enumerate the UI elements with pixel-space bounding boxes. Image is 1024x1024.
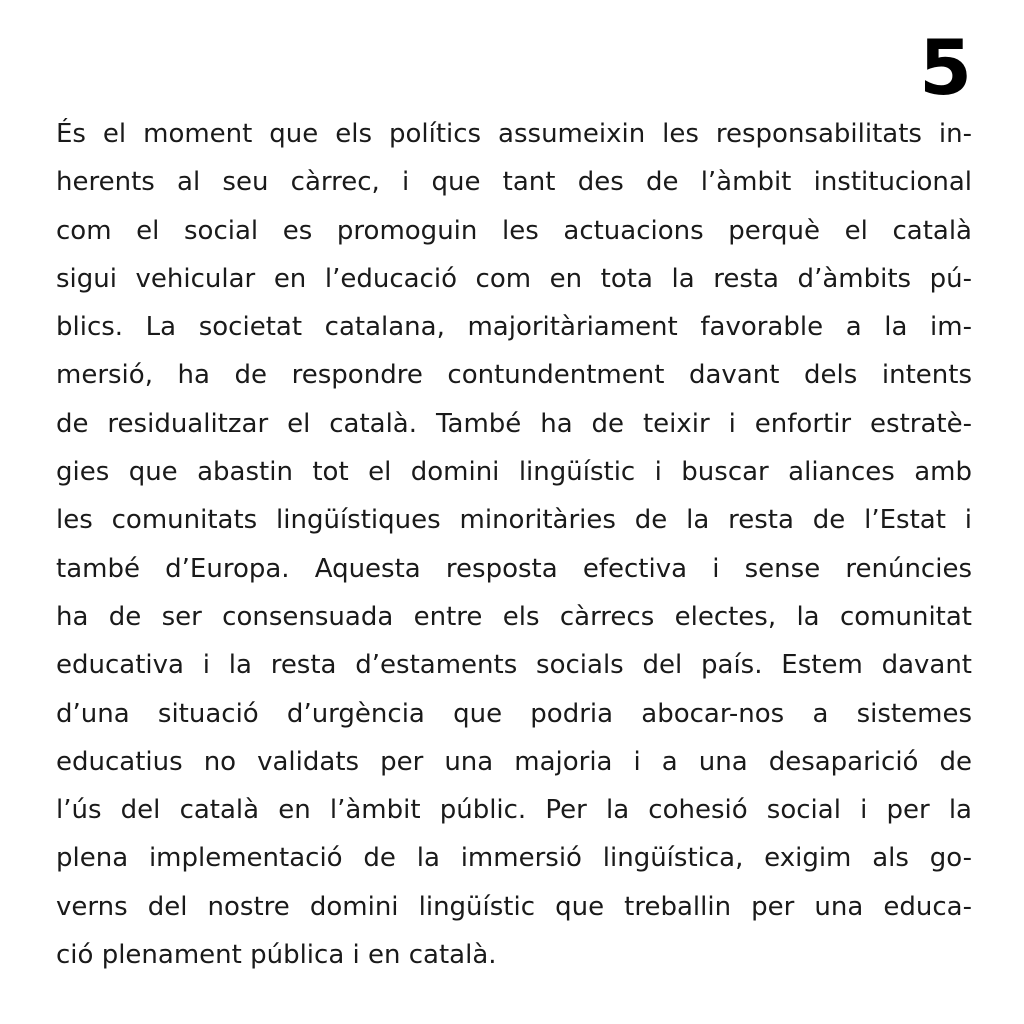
body-paragraph (56, 110, 972, 979)
text-line: herents al seu càrrec, i que tant des de l’àmbit institucional (56, 167, 972, 198)
text-line: verns del nostre domini lingüístic que treballin per una educa- (56, 891, 972, 922)
text-line: plena implementació de la immersió lingüística, exigim als go- (56, 843, 972, 874)
text-line: les comunitats lingüístiques minoritàries de la resta de l’Estat i (56, 505, 972, 536)
text-line: ció plenament pública i en català. (56, 940, 497, 971)
page-number: 5 (919, 23, 972, 112)
text-line: també d’Europa. Aquesta resposta efectiva i sense renúncies (56, 553, 972, 584)
text-line: ha de ser consensuada entre els càrrecs electes, la comunitat (56, 601, 972, 632)
text-line: educatius no validats per una majoria i a una desaparició de (56, 746, 972, 777)
text-line: mersió, ha de respondre contundentment davant dels intents (56, 360, 972, 391)
text-line: com el social es promoguin les actuacions perquè el català (56, 215, 972, 246)
text-line: de residualitzar el català. També ha de teixir i enfortir estratè- (56, 408, 972, 439)
text-line: gies que abastin tot el domini lingüístic i buscar aliances amb (56, 457, 972, 488)
text-line: És el moment que els polítics assumeixin les responsabilitats in- (56, 119, 972, 149)
text-line: educativa i la resta d’estaments socials del país. Estem davant (56, 650, 972, 681)
text-line: l’ús del català en l’àmbit públic. Per la cohesió social i per la (56, 795, 972, 826)
text-line: sigui vehicular en l’educació com en tota la resta d’àmbits pú- (56, 263, 972, 294)
text-line: d’una situació d’urgència que podria abocar-nos a sistemes (56, 698, 972, 729)
text-line: blics. La societat catalana, majoritàriament favorable a la im- (56, 312, 972, 343)
